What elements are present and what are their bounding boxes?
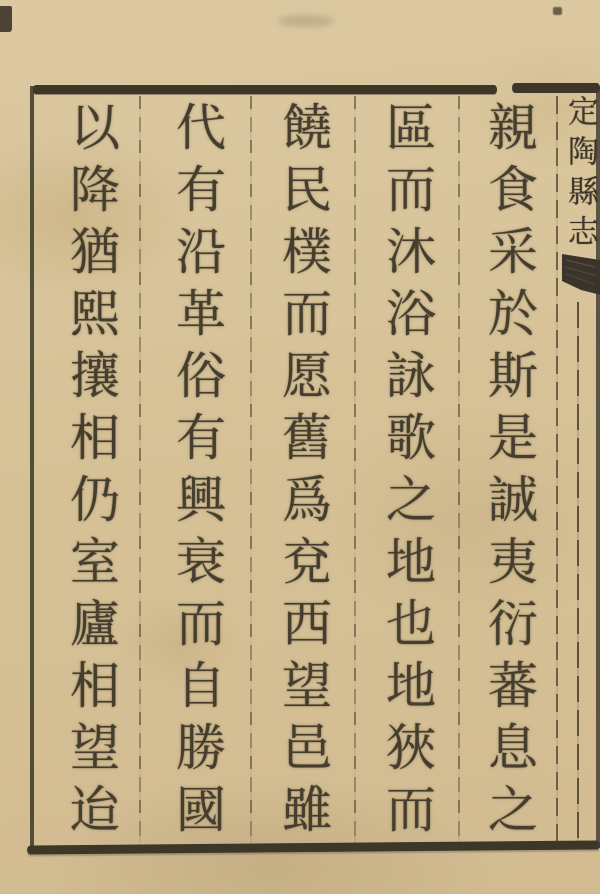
paper-smudge bbox=[278, 15, 334, 27]
text-column-4: 代有沿革俗有興衰而自勝國 bbox=[169, 101, 225, 845]
ink-blot-top-left bbox=[0, 6, 12, 32]
column-divider bbox=[458, 96, 460, 843]
fishtail-ornament-icon bbox=[561, 250, 600, 300]
text-column-1: 親食采於斯是誠夷衍蕃息之 bbox=[481, 101, 537, 845]
title-column-center-rule bbox=[577, 302, 579, 842]
column-divider bbox=[139, 96, 141, 843]
text-column-5: 以降猶熙攘相仍室廬相望迨 bbox=[63, 101, 119, 845]
frame-border-top-left-segment bbox=[33, 85, 497, 94]
book-title-vertical: 定陶縣志 bbox=[563, 95, 598, 255]
text-column-2: 區而沐浴詠歌之地也地狹而 bbox=[379, 101, 435, 845]
title-column-divider bbox=[556, 96, 558, 843]
frame-border-left bbox=[30, 86, 34, 848]
ink-speck-top-right bbox=[553, 7, 562, 15]
column-divider bbox=[250, 96, 252, 843]
text-column-3: 饒民樸而愿舊爲兗西望邑雖 bbox=[275, 101, 331, 845]
frame-border-top-right-segment bbox=[512, 83, 600, 93]
column-divider bbox=[354, 96, 356, 843]
